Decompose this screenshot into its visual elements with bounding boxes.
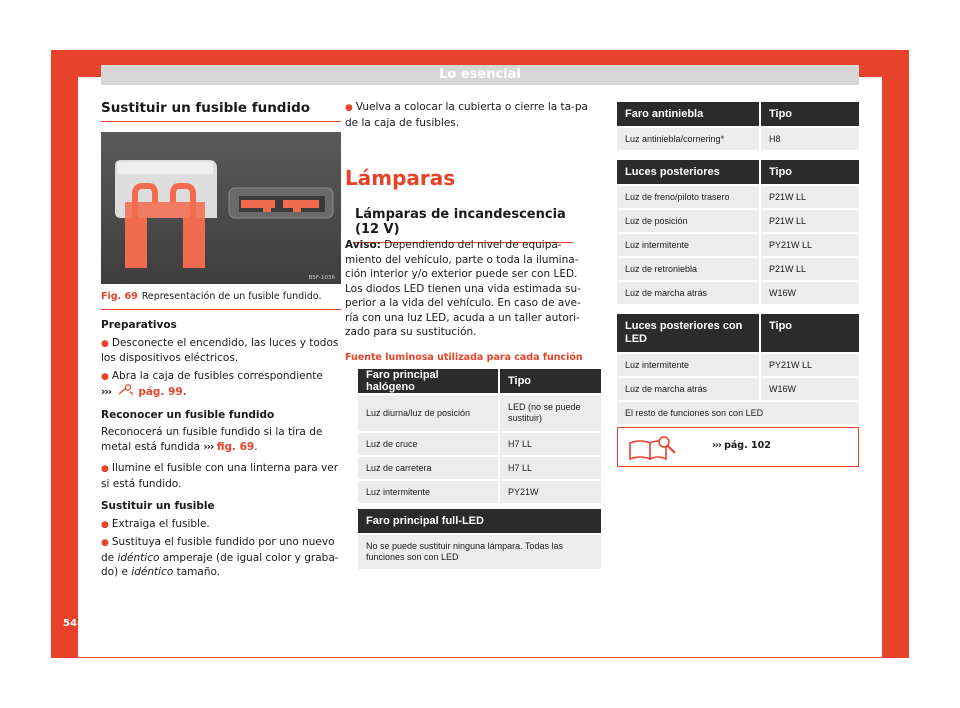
table-cell: Luz de marcha atrás — [617, 282, 759, 304]
section-title-lamparas: Lámparas — [345, 166, 456, 190]
table-row — [617, 258, 859, 280]
table-cell: P21W LL — [759, 186, 859, 208]
rear-lamp-tables — [617, 100, 859, 426]
table-row — [617, 282, 859, 304]
table-cell: PY21W LL — [759, 234, 859, 256]
table-cell: Luz diurna/luz de posición — [358, 395, 498, 431]
list-item: ● Sustituya el fusible fundido por uno nuevo de idéntico amperaje (de igual color y graba-do) e idéntico tamaño. — [101, 536, 339, 578]
fuse-figure — [101, 132, 341, 284]
heading-preparativos: Preparativos — [101, 319, 177, 331]
arrow-ref-icon: ››› — [101, 386, 111, 398]
table-header: Tipo — [759, 314, 859, 352]
list-item: ● Desconecte el encendido, las luces y todos los dispositivos eléctricos. — [101, 336, 339, 364]
table-cell: Luz de posición — [617, 210, 759, 232]
figure-caption-text: Representación de un fusible fundido. — [141, 291, 322, 302]
table-cell: W16W — [759, 378, 859, 400]
table-cell: PY21W LL — [759, 354, 859, 376]
heading-sustituir: Sustituir un fusible — [101, 500, 215, 512]
table-header: Tipo — [759, 102, 859, 126]
full-led-header: Faro principal full-LED — [358, 509, 601, 533]
halogen-lamp-table — [358, 367, 601, 505]
table-row — [617, 378, 859, 400]
table-cell: P21W LL — [759, 210, 859, 232]
full-led-text: No se puede sustituir ninguna lámpara. Todas las funciones son con LED — [358, 535, 601, 569]
table-cell: P21W LL — [759, 258, 859, 280]
figure-caption — [101, 290, 341, 310]
wrench-icon — [117, 384, 135, 396]
book-wrench-icon — [628, 435, 678, 461]
note-paragraph: Aviso: Dependiendo del nivel de equipa-miento del vehículo, parte o toda la ilumina-ción interior y/o exterior puede ser con LED. Los diodos LED tienen una vida estimada su-perior a la vida del vehículo. En caso de ave-ría con una luz LED, acuda a un taller autori-zado para su sustitución. — [345, 239, 581, 338]
table-gap — [617, 152, 859, 158]
table-row — [617, 354, 859, 376]
page-reference-box[interactable] — [617, 427, 859, 467]
list-item: ● Abra la caja de fusibles correspondiente ››› pág. 99. — [101, 369, 323, 398]
figure-label: Fig. 69 — [101, 291, 138, 302]
list-item: ● Vuelva a colocar la cubierta o cierre la ta-pa de la caja de fusibles. — [345, 101, 588, 129]
table-cell: W16W — [759, 282, 859, 304]
bullet-icon: ● — [101, 464, 109, 474]
table-cell: LED (no se puede sustituir) — [498, 395, 601, 431]
page-number: 54 — [63, 618, 77, 629]
blown-fuse-illustration — [101, 132, 341, 284]
table-cell: PY21W — [498, 481, 601, 503]
table-header: Tipo — [498, 369, 601, 393]
table-row — [358, 481, 601, 503]
table-row — [358, 457, 601, 479]
table-cell: Luz antiniebla/cornering* — [617, 128, 759, 150]
table-header: Faro antiniebla — [617, 102, 759, 126]
table-cell: Luz de freno/piloto trasero — [617, 186, 759, 208]
list-item: ● Extraiga el fusible. — [101, 517, 210, 530]
table-row — [358, 395, 601, 431]
table-row — [617, 186, 859, 208]
table-row — [358, 433, 601, 455]
table-cell: Luz de retroniebla — [617, 258, 759, 280]
bullet-icon: ● — [101, 519, 109, 530]
heading-reconocer: Reconocer un fusible fundido — [101, 408, 275, 421]
table-cell: H8 — [759, 128, 859, 150]
running-header: Lo esencial — [101, 65, 859, 85]
arrow-ref-icon: ››› — [712, 440, 721, 451]
fuse-instructions — [101, 318, 341, 580]
paragraph: Reconocerá un fusible fundido si la tira de metal está fundida ››› fig. 69. — [101, 426, 323, 453]
page-reference-link[interactable]: ››› pág. 102 — [712, 440, 771, 451]
table-row — [617, 402, 859, 424]
table-row — [617, 210, 859, 232]
table-gap — [617, 306, 859, 312]
table-header: Luces posteriores con LED — [617, 314, 759, 352]
bullet-icon: ● — [101, 538, 109, 548]
bullet-icon: ● — [345, 103, 353, 113]
table-cell: H7 LL — [498, 457, 601, 479]
subsection-title: Lámparas de incandescencia (12 V) — [355, 207, 573, 243]
table-cell: Luz intermitente — [617, 354, 759, 376]
table-cell: Luz de cruce — [358, 433, 498, 455]
list-item: ● Ilumine el fusible con una linterna para ver si está fundido. — [101, 462, 339, 490]
page-reference-link[interactable]: pág. 99. — [138, 386, 187, 398]
table-cell: Luz de marcha atrás — [617, 378, 759, 400]
arrow-ref-icon: ››› — [203, 440, 214, 453]
table-caption: Fuente luminosa utilizada para cada función — [345, 352, 583, 363]
table-header: Faro principal halógeno — [358, 369, 498, 393]
table-row — [617, 128, 859, 150]
table-cell: Luz de carretera — [358, 457, 498, 479]
table-footer-cell: El resto de funciones son con LED — [617, 402, 859, 424]
table-row — [617, 234, 859, 256]
bullet-icon: ● — [101, 371, 109, 382]
table-cell: Luz intermitente — [358, 481, 498, 503]
table-cell: Luz intermitente — [617, 234, 759, 256]
bullet-icon: ● — [101, 338, 109, 349]
figure-code: B5F-1036 — [308, 275, 335, 281]
note-label: Aviso: — [345, 239, 381, 251]
section-title-fuse: Sustituir un fusible fundido — [101, 100, 341, 122]
table-cell: H7 LL — [498, 433, 601, 455]
table-header: Luces posteriores — [617, 160, 759, 184]
table-header: Tipo — [759, 160, 859, 184]
figure-reference-link[interactable]: fig. 69 — [216, 440, 255, 453]
